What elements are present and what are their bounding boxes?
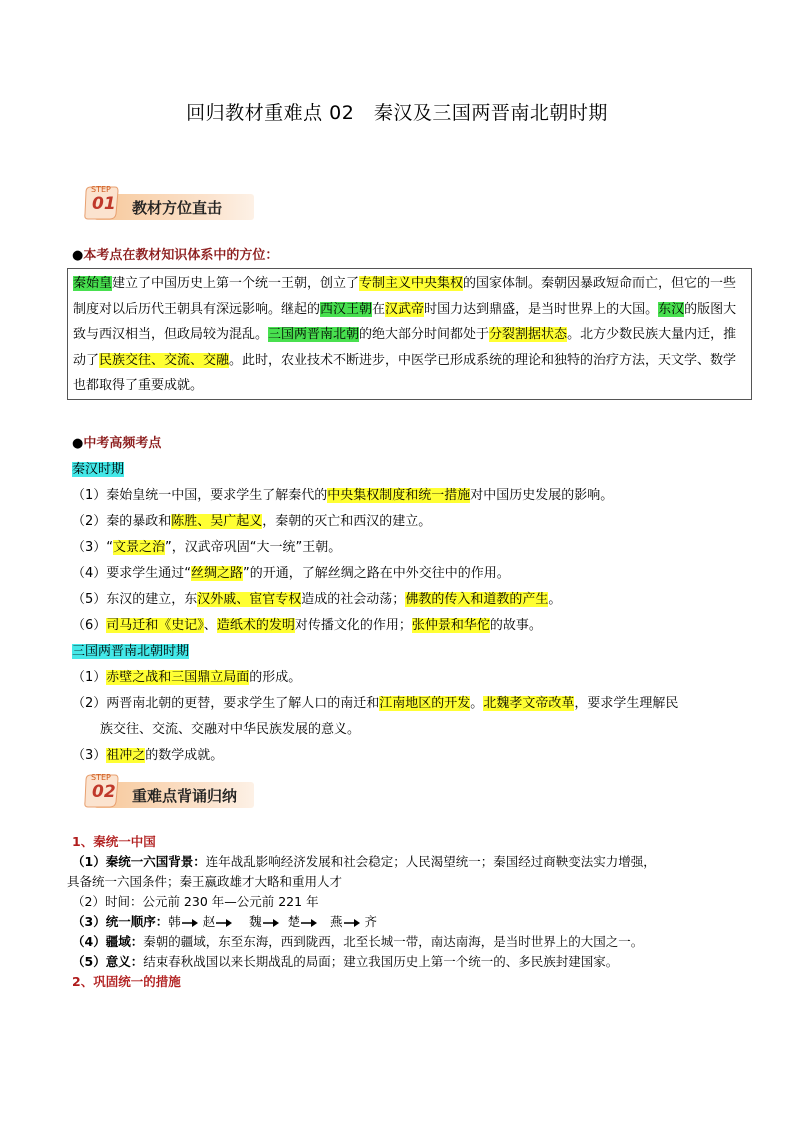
list-item: （2）秦的暴政和陈胜、吴广起义，秦朝的灭亡和西汉的建立。 xyxy=(72,514,432,529)
paragraph: （1）秦统一六国背景：连年战乱影响经济发展和社会稳定；人民渴望统一；秦国经过商鞅变法实力增强， xyxy=(72,854,656,869)
list-item: （1）秦始皇统一中国，要求学生了解秦代的中央集权制度和统一措施对中国历史发展的影响。 xyxy=(72,488,614,503)
list-item: （2）两晋南北朝的更替，要求学生了解人口的南迁和江南地区的开发。北魏孝文帝改革，要求学生理解民 xyxy=(72,696,679,711)
step-badge-icon: STEP 01 xyxy=(82,184,120,222)
page-title: 回归教材重难点 02 秦汉及三国两晋南北朝时期 xyxy=(186,102,608,124)
list-item: （4）要求学生通过“丝绸之路”的开通，了解丝绸之路在中外交往中的作用。 xyxy=(72,566,510,581)
period-label-sanguo: 三国两晋南北朝时期 xyxy=(72,644,190,659)
arrow-right-icon xyxy=(300,918,318,928)
section-title-1: 1、秦统一中国 xyxy=(72,834,156,849)
paragraph-continued: 具备统一六国条件；秦王嬴政雄才大略和重用人才 xyxy=(67,874,343,889)
summary-text: 秦始皇建立了中国历史上第一个统一王朝，创立了专制主义中央集权的国家体制。秦朝因暴政短命而亡，但它的一些制度对以后历代王朝具有深远影响。继起的西汉王朝在汉武帝时国力达到鼎盛，是当时世界上的大国。东汉的版图大致与西汉相当，但政局较为混乱。三国两晋南北朝的绝大部分时间都处于分裂割据状态。北方少数民族大量内迁，推动了民族交往、交流、交融。此时，农业技术不断进步，中医学已形成系统的理论和独特的治疗方法，天文学、数学也都取得了重要成就。 xyxy=(73,276,737,393)
section-heading-exam: ●中考高频考点 xyxy=(72,436,162,451)
step-01-label: 教材方位直击 xyxy=(132,199,223,217)
arrow-right-icon xyxy=(343,918,361,928)
section-title-2: 2、巩固统一的措施 xyxy=(72,974,181,989)
list-item: （1）赤壁之战和三国鼎立局面的形成。 xyxy=(72,670,302,685)
period-label-qinhan: 秦汉时期 xyxy=(72,462,125,477)
list-item: （6）司马迁和《史记》、造纸术的发明对传播文化的作用；张仲景和华佗的故事。 xyxy=(72,618,542,633)
step-02-label: 重难点背诵归纳 xyxy=(132,787,238,805)
arrow-right-icon xyxy=(215,918,233,928)
list-item: （5）东汉的建立，东汉外戚、宦官专权造成的社会动荡；佛教的传入和道教的产生。 xyxy=(72,592,562,607)
paragraph: （2）时间：公元前 230 年—公元前 221 年 xyxy=(72,894,319,909)
list-item: （3）“文景之治”，汉武帝巩固“大一统”王朝。 xyxy=(72,540,342,555)
step-01-banner xyxy=(82,185,254,222)
arrow-right-icon xyxy=(181,918,199,928)
paragraph: （4）疆域：秦朝的疆域，东至东海，西到陇西，北至长城一带，南达南海，是当时世界上的大国之一。 xyxy=(72,934,644,949)
arrow-right-icon xyxy=(262,918,280,928)
summary-box xyxy=(67,268,752,400)
list-item-continued: 族交往、交流、交融对中华民族发展的意义。 xyxy=(100,722,361,737)
step-badge-icon: STEP 02 xyxy=(82,772,120,810)
list-item: （3）祖冲之的数学成就。 xyxy=(72,748,224,763)
section-heading-position: ●本考点在教材知识体系中的方位： xyxy=(72,248,279,263)
paragraph: （5）意义：结束春秋战国以来长期战乱的局面；建立我国历史上第一个统一的、多民族封建国家。 xyxy=(72,954,619,969)
unification-order: （3）统一顺序：韩 赵 魏 楚 燕 齐 xyxy=(72,914,378,929)
step-02-banner xyxy=(82,773,254,810)
